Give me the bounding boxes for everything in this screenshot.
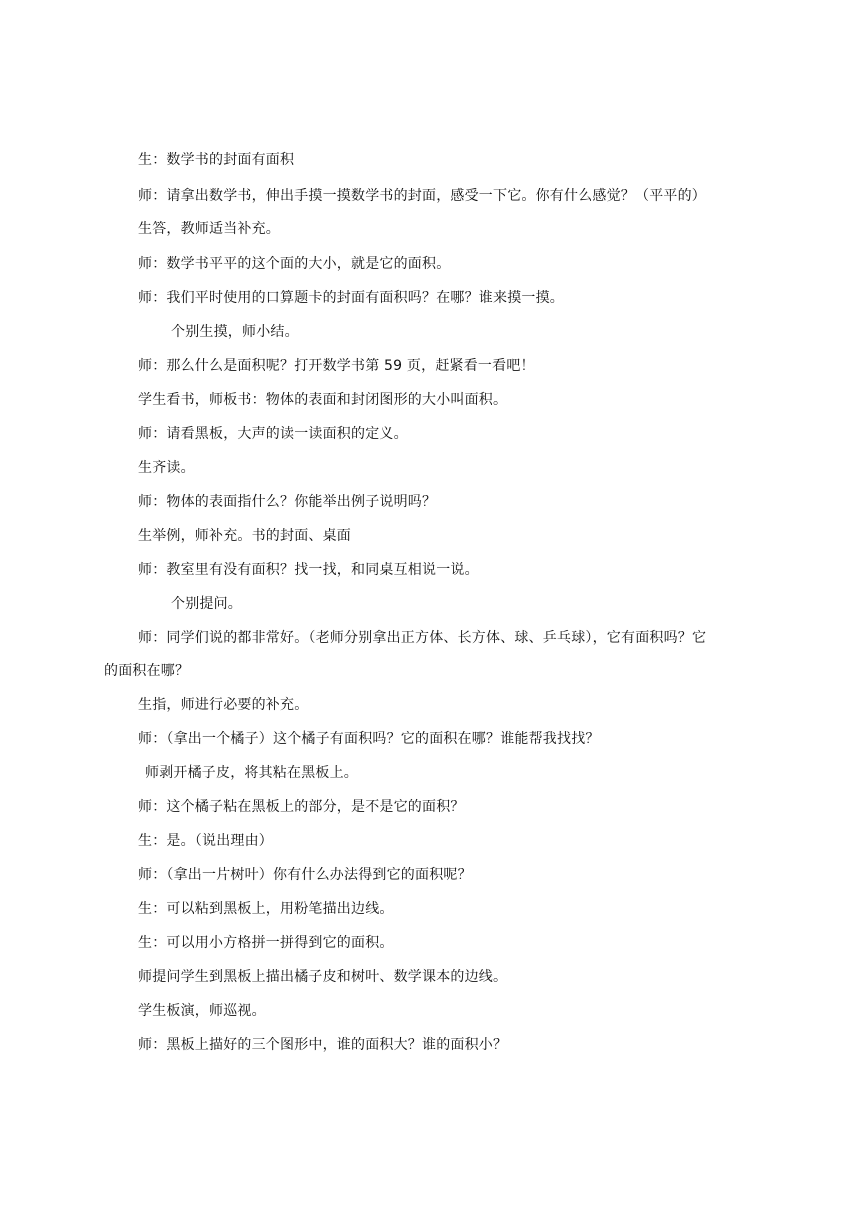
text-line: 生指，师进行必要的补充。 [138, 697, 309, 713]
text-line: 师：黑板上描好的三个图形中，谁的面积大？谁的面积小？ [138, 1037, 508, 1053]
text-line: 师：（拿出一个橘子）这个橘子有面积吗？它的面积在哪？谁能帮我找找？ [138, 731, 600, 747]
text-line: 师：教室里有没有面积？找一找，和同桌互相说一说。 [138, 562, 479, 578]
text-line: 师：同学们说的都非常好。（老师分别拿出正方体、长方体、球、乒乓球），它有面积吗？它 [138, 630, 707, 646]
text-line: 生：可以用小方格拼一拼得到它的面积。 [138, 935, 394, 951]
text-line: 师：那么什么是面积呢？打开数学书第 59 页，赶紧看一看吧！ [138, 358, 535, 374]
text-line: 师：物体的表面指什么？你能举出例子说明吗？ [138, 494, 437, 510]
text-line: 师剥开橘子皮，将其粘在黑板上。 [145, 765, 358, 781]
text-line: 师：数学书平平的这个面的大小，就是它的面积。 [138, 256, 451, 272]
text-line: 个别提问。 [171, 596, 242, 612]
text-line: 师：请拿出数学书，伸出手摸一摸数学书的封面，感受一下它。你有什么感觉？（平平的） [138, 188, 706, 204]
text-line: 生：是。（说出理由） [138, 833, 273, 849]
text-line: 生齐读。 [138, 460, 195, 476]
text-line: 生：数学书的封面有面积 [138, 152, 295, 168]
text-line: 生举例，师补充。书的封面、桌面 [138, 528, 351, 544]
text-line: 的面积在哪？ [104, 663, 190, 679]
text-line: 师提问学生到黑板上描出橘子皮和树叶、数学课本的边线。 [138, 969, 508, 985]
text-line: 生答，教师适当补充。 [138, 221, 280, 237]
text-line: 师：我们平时使用的口算题卡的封面有面积吗？在哪？谁来摸一摸。 [138, 290, 564, 306]
text-line: 学生看书，师板书：物体的表面和封闭图形的大小叫面积。 [138, 392, 508, 408]
text-line: 师：这个橘子粘在黑板上的部分，是不是它的面积？ [138, 799, 465, 815]
text-line: 学生板演，师巡视。 [138, 1003, 266, 1019]
text-line: 生：可以粘到黑板上，用粉笔描出边线。 [138, 901, 394, 917]
text-line: 师：请看黑板，大声的读一读面积的定义。 [138, 426, 408, 442]
text-line: 个别生摸，师小结。 [171, 324, 299, 340]
text-line: 师：（拿出一片树叶）你有什么办法得到它的面积呢？ [138, 867, 472, 883]
